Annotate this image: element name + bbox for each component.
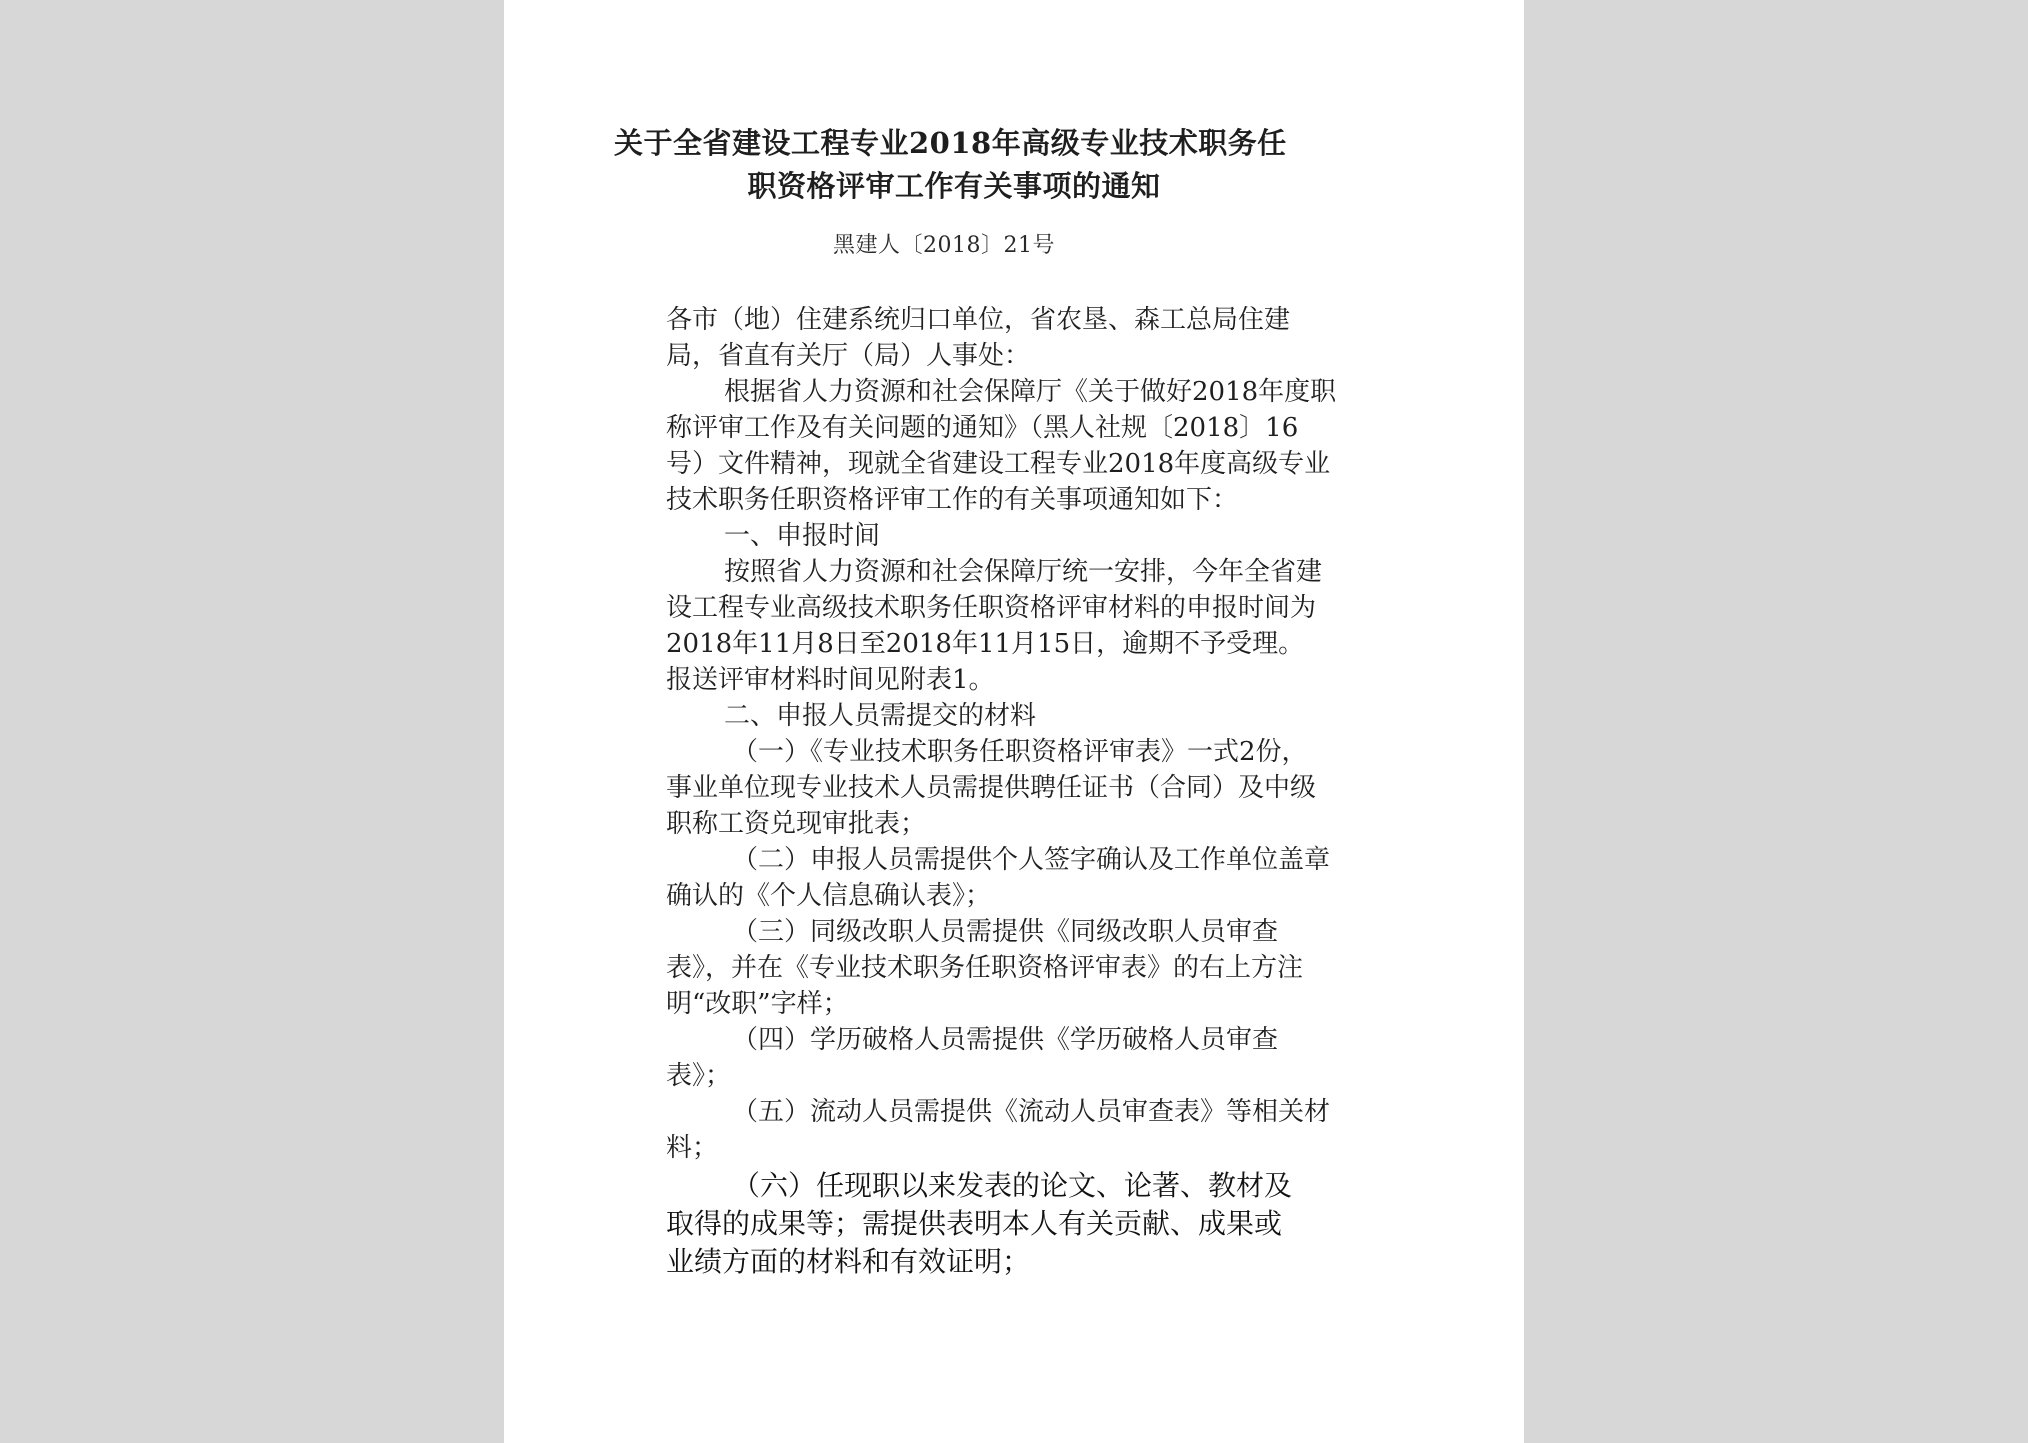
addressee-line: 局，省直有关厅（局）人事处： <box>666 341 1031 371</box>
document-title-line-2: 职资格评审工作有关事项的通知 <box>747 169 1161 203</box>
list-item-line: 表》； <box>666 1061 732 1091</box>
list-item-line: 明“改职”字样； <box>666 989 849 1019</box>
list-item-line: 职称工资兑现审批表； <box>666 809 927 839</box>
body-line: 按照省人力资源和社会保障厅统一安排，今年全省建 <box>724 557 1323 587</box>
list-item-line: 业绩方面的材料和有效证明； <box>666 1245 1031 1278</box>
body-line: 称评审工作及有关问题的通知》（黑人社规〔2018〕16 <box>666 413 1299 443</box>
document-number: 黑建人〔2018〕21号 <box>833 233 1055 258</box>
body-line: 号）文件精神，现就全省建设工程专业2018年度高级专业 <box>666 449 1331 479</box>
list-item-line: 确认的《个人信息确认表》； <box>666 881 992 911</box>
list-item-line: 料； <box>666 1133 719 1163</box>
addressee-line: 各市（地）住建系统归口单位，省农垦、森工总局住建 <box>666 305 1291 335</box>
body-line: 设工程专业高级技术职务任职资格评审材料的申报时间为 <box>666 593 1317 623</box>
list-item-line: （二）申报人员需提供个人签字确认及工作单位盖章 <box>732 845 1331 875</box>
list-item-line: （三）同级改职人员需提供《同级改职人员审查 <box>732 917 1279 947</box>
list-item-line: （六）任现职以来发表的论文、论著、教材及 <box>732 1169 1293 1202</box>
body-line: 根据省人力资源和社会保障厅《关于做好2018年度职 <box>724 377 1337 407</box>
list-item-line: 事业单位现专业技术人员需提供聘任证书（合同）及中级 <box>666 773 1317 803</box>
section-heading: 二、申报人员需提交的材料 <box>724 701 1037 731</box>
list-item-line: 取得的成果等；需提供表明本人有关贡献、成果或 <box>666 1207 1283 1240</box>
list-item-line: （一）《专业技术职务任职资格评审表》一式2份， <box>732 737 1308 767</box>
body-line: 2018年11月8日至2018年11月15日，逾期不予受理。 <box>666 629 1305 659</box>
document-page <box>504 0 1524 1443</box>
section-heading: 一、申报时间 <box>724 521 881 551</box>
document-title-line-1: 关于全省建设工程专业2018年高级专业技术职务任 <box>614 126 1287 160</box>
list-item-line: （四）学历破格人员需提供《学历破格人员审查 <box>732 1025 1279 1055</box>
body-line: 技术职务任职资格评审工作的有关事项通知如下： <box>666 485 1239 515</box>
body-line: 报送评审材料时间见附表1。 <box>666 665 995 695</box>
list-item-line: 表》，并在《专业技术职务任职资格评审表》的右上方注 <box>666 953 1304 983</box>
list-item-line: （五）流动人员需提供《流动人员审查表》等相关材 <box>732 1097 1331 1127</box>
